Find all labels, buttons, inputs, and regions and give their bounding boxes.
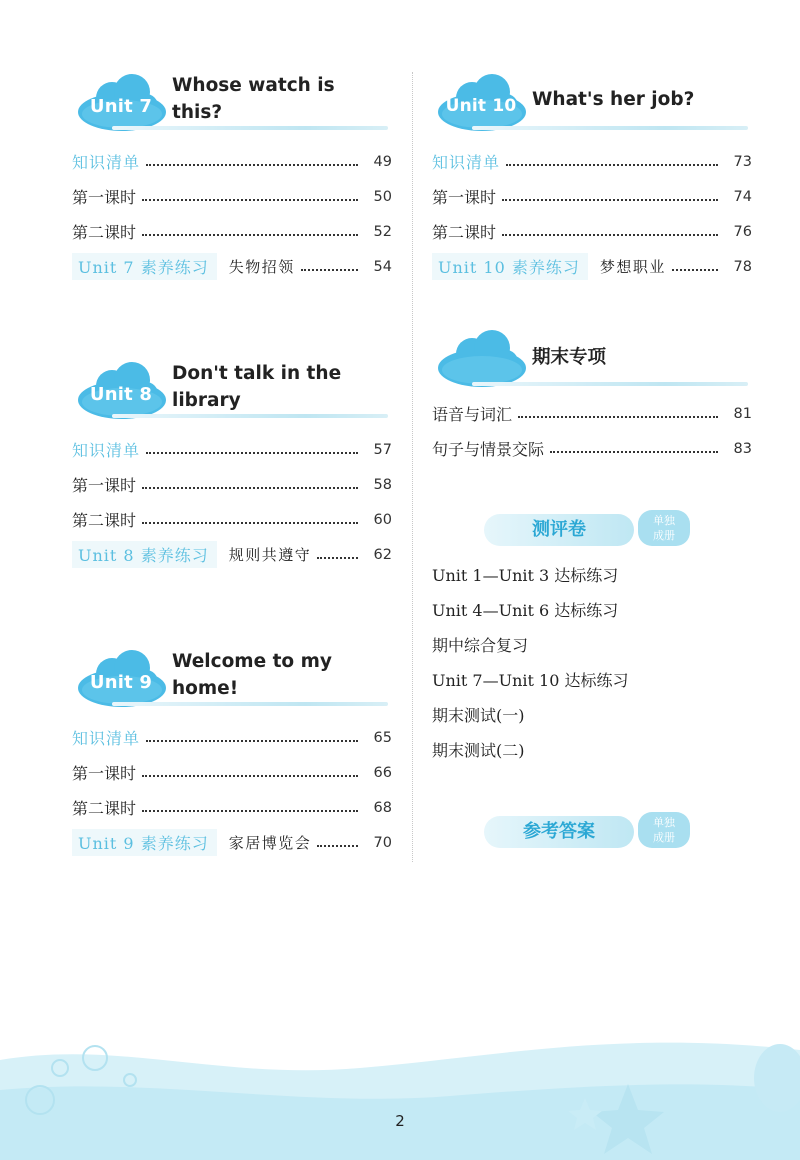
toc-page-number: 50 [373, 188, 392, 205]
cloud-icon [436, 326, 524, 386]
toc-page-number: 49 [373, 153, 392, 170]
toc-label: 语音与词汇 [432, 405, 513, 424]
test-item[interactable]: Unit 1—Unit 3 达标练习 [432, 566, 619, 585]
practice-theme: 失物招领 [228, 258, 295, 276]
test-item[interactable]: 期中综合复习 [432, 636, 529, 655]
unit-label: Unit 8 [89, 384, 153, 405]
badge-line: 单独 [653, 514, 675, 527]
toc-label: 句子与情景交际 [432, 440, 545, 459]
toc-page-number: 65 [373, 729, 392, 746]
leader-dots [317, 557, 358, 559]
toc-row[interactable] [72, 720, 392, 755]
toc-label: 第二课时 [432, 223, 497, 242]
leader-dots [142, 810, 358, 812]
final-special-section [432, 316, 752, 466]
toc-page-number: 78 [733, 258, 752, 275]
separate-volume-badge [638, 510, 690, 546]
badge-line: 成册 [653, 831, 675, 844]
left-column [72, 60, 392, 860]
answers-section [432, 768, 752, 856]
toc-label: 第二课时 [72, 223, 137, 242]
toc-row-practice[interactable] [72, 825, 392, 860]
toc-label: 第二课时 [72, 511, 137, 530]
toc-label: 知识清单 [72, 441, 141, 460]
leader-dots [146, 740, 358, 742]
unit-title-line: home! [172, 678, 239, 699]
unit-10-toc [432, 144, 752, 284]
toc-row[interactable] [72, 214, 392, 249]
unit-9-toc [72, 720, 392, 860]
answers-header [432, 812, 752, 856]
leader-dots [142, 522, 358, 524]
test-item[interactable]: 期末测试(二) [432, 741, 525, 760]
final-special-header [432, 316, 752, 396]
toc-label: 知识清单 [72, 729, 141, 748]
unit-title-line: Welcome to my [172, 651, 332, 672]
unit-7-section [72, 60, 392, 316]
section-title: 期末专项 [532, 347, 607, 368]
unit-10-header [432, 60, 752, 144]
leader-dots [518, 416, 718, 418]
unit-title-line: library [172, 390, 241, 411]
unit-title [172, 648, 392, 702]
page-number: 2 [395, 1112, 405, 1130]
leader-dots [301, 269, 358, 271]
toc-page-number: 60 [373, 511, 392, 528]
toc-label: 第一课时 [432, 188, 497, 207]
toc-row[interactable] [432, 179, 752, 214]
unit-title-line: Whose watch is [172, 75, 335, 96]
test-item[interactable]: 期末测试(一) [432, 706, 525, 725]
practice-label: Unit 10 素养练习 [432, 253, 588, 280]
toc-row-practice[interactable] [432, 249, 752, 284]
unit-10-section [432, 60, 752, 316]
tests-title: 测评卷 [484, 514, 634, 546]
tests-list [432, 558, 752, 768]
leader-dots [146, 164, 358, 166]
practice-label: Unit 9 素养练习 [72, 829, 217, 856]
answers-title[interactable]: 参考答案 [484, 816, 634, 848]
header-underline [112, 702, 388, 706]
toc-page-number: 62 [373, 546, 392, 563]
toc-row[interactable] [72, 144, 392, 179]
practice-theme: 规则共遵守 [228, 546, 312, 564]
toc-row[interactable] [72, 755, 392, 790]
toc-row-practice[interactable] [72, 249, 392, 284]
column-divider [412, 72, 413, 862]
unit-7-header [72, 60, 392, 144]
test-item[interactable]: Unit 7—Unit 10 达标练习 [432, 671, 629, 690]
toc-row[interactable] [432, 396, 752, 431]
unit-7-toc [72, 144, 392, 284]
leader-dots [550, 451, 718, 453]
toc-label: 第一课时 [72, 764, 137, 783]
tests-header [432, 510, 752, 554]
toc-label: 第一课时 [72, 476, 137, 495]
leader-dots [502, 199, 718, 201]
toc-row[interactable] [72, 790, 392, 825]
leader-dots [142, 234, 358, 236]
toc-row[interactable] [72, 432, 392, 467]
toc-row-practice[interactable] [72, 537, 392, 572]
unit-8-section [72, 316, 392, 604]
toc-page-number: 68 [373, 799, 392, 816]
leader-dots [142, 199, 358, 201]
header-underline [472, 382, 748, 386]
unit-title [172, 360, 392, 414]
toc-page-number: 70 [373, 834, 392, 851]
unit-title [172, 72, 392, 126]
toc-page-number: 81 [733, 405, 752, 422]
toc-label: 知识清单 [72, 153, 141, 172]
badge-line: 成册 [653, 529, 675, 542]
toc-row[interactable] [432, 144, 752, 179]
unit-8-toc [72, 432, 392, 572]
separate-volume-badge [638, 812, 690, 848]
right-column [432, 60, 752, 856]
badge-line: 单独 [653, 816, 675, 829]
toc-page-number: 52 [373, 223, 392, 240]
unit-9-section [72, 604, 392, 860]
toc-page-number: 58 [373, 476, 392, 493]
toc-page-number: 54 [373, 258, 392, 275]
header-underline [472, 126, 748, 130]
toc-page-number: 83 [733, 440, 752, 457]
unit-title-line: Don't talk in the [172, 363, 342, 384]
final-special-toc [432, 396, 752, 466]
tests-section [432, 466, 752, 768]
footer-wave-decoration [0, 1020, 800, 1160]
header-underline [112, 126, 388, 130]
toc-row[interactable] [72, 502, 392, 537]
header-underline [112, 414, 388, 418]
unit-9-header [72, 636, 392, 720]
leader-dots [317, 845, 358, 847]
practice-theme: 家居博览会 [228, 834, 312, 852]
toc-page-number: 57 [373, 441, 392, 458]
toc-page-number: 66 [373, 764, 392, 781]
practice-label: Unit 7 素养练习 [72, 253, 217, 280]
toc-page-number: 74 [733, 188, 752, 205]
unit-8-header [72, 348, 392, 432]
toc-page-number: 73 [733, 153, 752, 170]
toc-row[interactable] [72, 179, 392, 214]
unit-label: Unit 10 [445, 96, 517, 116]
toc-label: 第二课时 [72, 799, 137, 818]
test-item[interactable]: Unit 4—Unit 6 达标练习 [432, 601, 619, 620]
toc-row[interactable] [432, 431, 752, 466]
leader-dots [146, 452, 358, 454]
unit-title: What's her job? [532, 89, 695, 110]
toc-row[interactable] [72, 467, 392, 502]
leader-dots [502, 234, 718, 236]
unit-title-line: this? [172, 102, 223, 123]
leader-dots [506, 164, 718, 166]
toc-row[interactable] [432, 214, 752, 249]
toc-label: 知识清单 [432, 153, 501, 172]
leader-dots [672, 269, 718, 271]
practice-label: Unit 8 素养练习 [72, 541, 217, 568]
unit-label: Unit 9 [89, 672, 153, 693]
toc-page-number: 76 [733, 223, 752, 240]
unit-label: Unit 7 [89, 96, 153, 117]
toc-label: 第一课时 [72, 188, 137, 207]
practice-theme: 梦想职业 [599, 258, 666, 276]
leader-dots [142, 487, 358, 489]
leader-dots [142, 775, 358, 777]
